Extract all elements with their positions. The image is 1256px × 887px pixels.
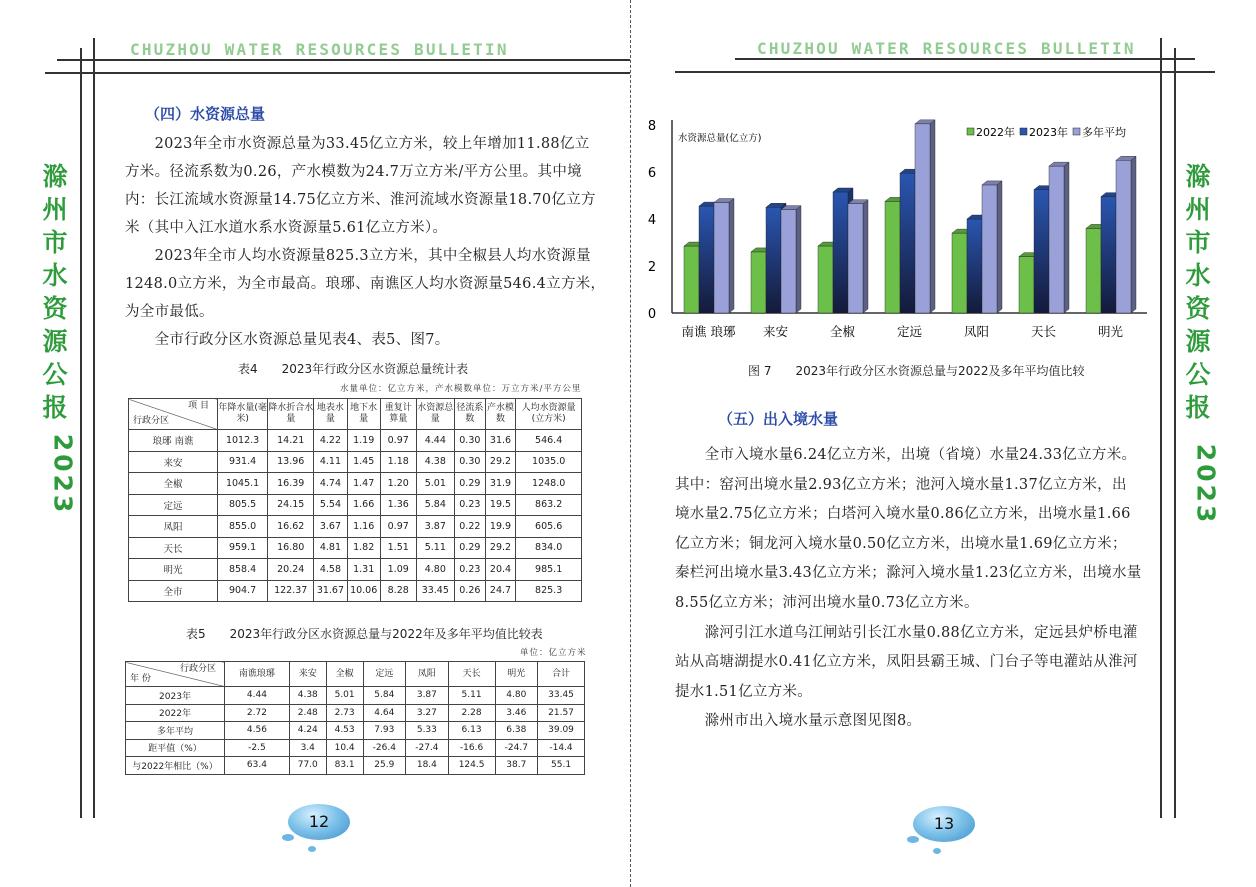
table-cell: 8.28 (380, 580, 416, 602)
table-row (126, 704, 585, 722)
table-row (129, 451, 582, 473)
table-header-row (126, 662, 585, 687)
x-tick-label: 凤阳 (963, 324, 990, 339)
x-tick-label: 南谯 琅琊 (681, 324, 736, 339)
table-cell: 1.16 (347, 516, 380, 538)
table-cell: -26.4 (363, 739, 406, 757)
bulletin-header: CHUZHOU WATER RESOURCES BULLETIN (757, 39, 1136, 58)
table-cell: 29.2 (485, 451, 516, 473)
text-line: 亿立方米；铜龙河入境水量0.50亿立方米，出境水量1.69亿立方米； (675, 535, 1127, 552)
table-cell: 904.7 (218, 580, 268, 602)
table-row (129, 516, 582, 538)
legend-swatch (967, 128, 974, 135)
bar-side (1131, 156, 1136, 313)
table-cell: 805.5 (218, 494, 268, 516)
table-cell: 931.4 (218, 451, 268, 473)
table-cell: 1248.0 (516, 473, 582, 495)
table-cell: 5.84 (416, 494, 454, 516)
table-cell: 5.11 (416, 537, 454, 559)
table-cell: 10.4 (326, 739, 363, 757)
bar (1116, 156, 1136, 313)
text-line: 2023年全市人均水资源量825.3立方米，其中全椒县人均水资源量 (125, 248, 591, 264)
text-line: 全市入境水量6.24亿立方米，出境（省境）水量24.33亿立方米。 (675, 447, 1137, 463)
side-title: 滁州市水资源公报 (1185, 162, 1211, 422)
table-cell: 0.29 (455, 537, 486, 559)
bar-front (751, 252, 766, 313)
table-cell: 855.0 (218, 516, 268, 538)
column-header: 重复计算量 (380, 399, 416, 430)
table-cell: 1.51 (380, 537, 416, 559)
table-cell: 1.09 (380, 559, 416, 581)
table-cell: -2.5 (225, 739, 290, 757)
column-header: 天长 (448, 662, 495, 687)
table-cell: 16.62 (268, 516, 314, 538)
text-line: 1248.0立方米，为全市最高。琅琊、南谯区人均水资源量546.4立方米， (125, 276, 606, 292)
table-cell: 2.73 (326, 704, 363, 722)
table-cell: 0.22 (455, 516, 486, 538)
table-cell: 6.38 (495, 722, 538, 740)
table-cell: 16.80 (268, 537, 314, 559)
corner-top-label: 行政分区 (179, 664, 216, 674)
row-label-cell: 全椒 (129, 473, 218, 495)
bar-front (1101, 197, 1116, 313)
bar-front (1049, 166, 1064, 313)
table-cell: 0.97 (380, 516, 416, 538)
table-cell: 33.45 (538, 687, 585, 705)
row-label-cell: 天长 (129, 537, 218, 559)
bar-front (1034, 190, 1049, 313)
legend-swatch (1020, 128, 1027, 135)
table-row (126, 722, 585, 740)
table-cell: 605.6 (516, 516, 582, 538)
table-cell: 3.46 (495, 704, 538, 722)
table-cell: 3.27 (406, 704, 449, 722)
corner-header-cell (126, 662, 225, 687)
table-row (126, 687, 585, 705)
y-tick-label: 0 (647, 307, 657, 322)
table-cell: 985.1 (516, 559, 582, 581)
table-cell: 20.4 (485, 559, 516, 581)
text-line: 滁河引江水道乌江闸站引长江水量0.88亿立方米，定远县炉桥电灌 (675, 624, 1138, 641)
x-tick-label: 来安 (762, 324, 789, 339)
column-header: 明光 (495, 662, 538, 687)
header-rule (735, 58, 1195, 60)
table-cell: 4.58 (314, 559, 347, 581)
bar (982, 181, 1002, 313)
bulletin-header: CHUZHOU WATER RESOURCES BULLETIN (130, 40, 509, 59)
table-cell: 4.11 (314, 451, 347, 473)
y-axis-label: 水资源总量(亿立方) (678, 133, 762, 144)
row-label-cell: 2023年 (126, 687, 225, 705)
table-cell: 0.23 (455, 559, 486, 581)
table-cell: 4.81 (314, 537, 347, 559)
header-rule (57, 59, 630, 61)
table-cell: 1.31 (347, 559, 380, 581)
page-number-badge: 13 (913, 806, 975, 842)
row-label-cell: 琅琊 南谯 (129, 430, 218, 452)
bar-front (952, 233, 967, 313)
table-cell: 1.45 (347, 451, 380, 473)
bar-front (900, 173, 915, 313)
side-year: 2023 (48, 433, 78, 516)
y-tick-label: 2 (647, 260, 657, 275)
text-line: 方米。径流系数为0.26，产水模数为24.7万立方米/平方公里。其中境 (125, 164, 582, 180)
bar (781, 206, 801, 313)
table-cell: 4.44 (416, 430, 454, 452)
text-line: 米（其中入江水道水系水资源量5.61亿立方米）。 (125, 220, 448, 236)
table-cell: 7.93 (363, 722, 406, 740)
bar-front (781, 210, 796, 313)
bar (1049, 162, 1069, 313)
table-row (129, 559, 582, 581)
side-year: 2023 (1191, 443, 1221, 526)
table-cell: 14.21 (268, 430, 314, 452)
table-cell: 858.4 (218, 559, 268, 581)
bar-front (967, 219, 982, 313)
row-label-cell: 2022年 (126, 704, 225, 722)
table-cell: 19.5 (485, 494, 516, 516)
bar-side (930, 120, 935, 313)
row-label-cell: 定远 (129, 494, 218, 516)
table-cell: 5.01 (326, 687, 363, 705)
table-cell: 863.2 (516, 494, 582, 516)
water-drop-icon (907, 836, 919, 843)
water-drop-icon (282, 834, 294, 841)
page-divider (630, 0, 631, 887)
bar-front (699, 206, 714, 313)
table-cell: 124.5 (448, 757, 495, 775)
row-label-cell: 距平值（%） (126, 739, 225, 757)
table-cell: 4.53 (326, 722, 363, 740)
bar-front (1086, 228, 1101, 313)
bar-side (1064, 162, 1069, 313)
table-cell: 55.1 (538, 757, 585, 775)
bar-front (885, 201, 900, 313)
text-line: 内：长江流域水资源量14.75亿立方米、淮河流域水资源量18.70亿立方 (125, 192, 596, 208)
water-drop-icon (933, 848, 941, 854)
bar-front (833, 192, 848, 313)
table-cell: 2.72 (225, 704, 290, 722)
bar-front (848, 204, 863, 313)
table-cell: 0.29 (455, 473, 486, 495)
table-cell: 834.0 (516, 537, 582, 559)
legend-swatch (1073, 128, 1080, 135)
table-cell: 4.38 (416, 451, 454, 473)
column-header: 人均水资源量(立方米) (516, 399, 582, 430)
y-tick-label: 6 (647, 166, 657, 181)
table-header-row (129, 399, 582, 430)
table-cell: 5.84 (363, 687, 406, 705)
table-cell: 29.2 (485, 537, 516, 559)
table-row (129, 580, 582, 602)
table-cell: 4.38 (289, 687, 326, 705)
table-cell: -27.4 (406, 739, 449, 757)
table-cell: 0.97 (380, 430, 416, 452)
section-title: （四）水资源总量 (145, 105, 266, 123)
header-rule (45, 72, 630, 74)
column-header: 来安 (289, 662, 326, 687)
bar-front (818, 246, 833, 313)
legend-label: 2022年 (976, 126, 1015, 139)
bar-front (982, 185, 997, 313)
text-line: 8.55亿立方米；沛河出境水量0.73亿立方米。 (675, 595, 979, 611)
table5-title: 表5 2023年行政分区水资源总量与2022年及多年平均值比较表 (186, 627, 543, 641)
text-line: 站从高塘湖提水0.41亿立方米，凤阳县霸王城、门台子等电灌站从淮河 (675, 654, 1138, 671)
text-line: 境水量2.75亿立方米；白塔河入境水量0.86亿立方米，出境水量1.66 (675, 506, 1131, 523)
table-cell: 1012.3 (218, 430, 268, 452)
frame-line (1160, 38, 1162, 818)
x-tick-label: 全椒 (829, 324, 856, 339)
table-cell: 4.80 (416, 559, 454, 581)
bar-front (714, 203, 729, 313)
corner-bottom-label: 行政分区 (133, 416, 170, 426)
table-cell: 6.13 (448, 722, 495, 740)
table-row (129, 473, 582, 495)
text-line: 其中：窑河出境水量2.93亿立方米；池河入境水量1.37亿立方米，出 (675, 476, 1127, 493)
figure7-chart (640, 110, 1150, 350)
table-cell: 1045.1 (218, 473, 268, 495)
bar-side (729, 199, 734, 313)
table-cell: 0.30 (455, 430, 486, 452)
table-cell: 31.9 (485, 473, 516, 495)
row-label-cell: 全市 (129, 580, 218, 602)
table-cell: 63.4 (225, 757, 290, 775)
y-tick-label: 4 (647, 213, 657, 228)
table-cell: 1.47 (347, 473, 380, 495)
bar-front (766, 207, 781, 313)
x-tick-label: 明光 (1097, 324, 1124, 339)
column-header: 地下水量 (347, 399, 380, 430)
bar-front (1116, 160, 1131, 313)
y-tick-label: 8 (647, 119, 657, 134)
corner-top-label: 项 目 (188, 401, 209, 411)
bar-front (1019, 257, 1034, 313)
row-label-cell: 与2022年相比（%） (126, 757, 225, 775)
x-tick-label: 定远 (896, 324, 923, 339)
table5-unit: 单位：亿立方米 (520, 648, 587, 658)
table-cell: 1.66 (347, 494, 380, 516)
legend-label: 2023年 (1029, 126, 1068, 139)
table4 (128, 398, 582, 602)
table-cell: 959.1 (218, 537, 268, 559)
table-cell: 38.7 (495, 757, 538, 775)
row-label-cell: 来安 (129, 451, 218, 473)
table-cell: -16.6 (448, 739, 495, 757)
column-header: 径流系数 (455, 399, 486, 430)
table-cell: 1035.0 (516, 451, 582, 473)
side-title: 滁州市水资源公报 (42, 162, 68, 422)
table-cell: 122.37 (268, 580, 314, 602)
bar (714, 199, 734, 313)
table-cell: 3.87 (406, 687, 449, 705)
table-cell: 4.64 (363, 704, 406, 722)
table-row (129, 537, 582, 559)
frame-line (80, 48, 82, 818)
section-title: （五）出入境水量 (718, 410, 839, 428)
column-header: 降水折合水量 (268, 399, 314, 430)
bar-front (915, 124, 930, 313)
header-rule (675, 71, 1215, 73)
table-cell: 19.9 (485, 516, 516, 538)
table-cell: 39.09 (538, 722, 585, 740)
figure7-caption: 图 7 2023年行政分区水资源总量与2022及多年平均值比较 (748, 364, 1085, 378)
water-drop-icon (308, 846, 316, 852)
column-header: 水资源总量 (416, 399, 454, 430)
text-line: 2023年全市水资源总量为33.45亿立方米，较上年增加11.88亿立 (125, 136, 590, 152)
table-cell: 10.06 (347, 580, 380, 602)
bar (848, 200, 868, 313)
table-cell: 5.11 (448, 687, 495, 705)
column-header: 合计 (538, 662, 585, 687)
frame-line (1174, 48, 1176, 818)
table-cell: 546.4 (516, 430, 582, 452)
table-cell: 4.56 (225, 722, 290, 740)
column-header: 定远 (363, 662, 406, 687)
table-cell: 0.30 (455, 451, 486, 473)
bar (915, 120, 935, 313)
bar-front (684, 246, 699, 313)
table-cell: 20.24 (268, 559, 314, 581)
table-cell: 825.3 (516, 580, 582, 602)
bar-side (997, 181, 1002, 313)
table-cell: 33.45 (416, 580, 454, 602)
table-cell: 5.01 (416, 473, 454, 495)
table-cell: 24.7 (485, 580, 516, 602)
table-cell: 2.48 (289, 704, 326, 722)
table-cell: 4.74 (314, 473, 347, 495)
table-cell: 24.15 (268, 494, 314, 516)
table-cell: 5.54 (314, 494, 347, 516)
corner-bottom-label: 年 份 (130, 674, 151, 684)
bar-side (796, 206, 801, 313)
table-cell: 1.36 (380, 494, 416, 516)
column-header: 地表水量 (314, 399, 347, 430)
text-line: 滁州市出入境水量示意图见图8。 (675, 713, 922, 730)
table-row (129, 494, 582, 516)
table-cell: 1.18 (380, 451, 416, 473)
row-label-cell: 明光 (129, 559, 218, 581)
table-cell: -24.7 (495, 739, 538, 757)
table-row (126, 757, 585, 775)
text-line: 秦栏河出境水量3.43亿立方米；滁河入境水量1.23亿立方米，出境水量 (675, 565, 1142, 582)
table-cell: 13.96 (268, 451, 314, 473)
table-cell: 16.39 (268, 473, 314, 495)
table-cell: 2.28 (448, 704, 495, 722)
column-header: 南谯琅琊 (225, 662, 290, 687)
bar-side (863, 200, 868, 313)
table-cell: 3.67 (314, 516, 347, 538)
table-cell: -14.4 (538, 739, 585, 757)
text-line: 全市行政分区水资源总量见表4、表5、图7。 (125, 332, 450, 348)
table-cell: 3.4 (289, 739, 326, 757)
table-cell: 25.9 (363, 757, 406, 775)
table-cell: 77.0 (289, 757, 326, 775)
column-header: 年降水量(毫米) (218, 399, 268, 430)
table-cell: 4.80 (495, 687, 538, 705)
table-cell: 0.23 (455, 494, 486, 516)
column-header: 全椒 (326, 662, 363, 687)
column-header: 产水模数 (485, 399, 516, 430)
table4-unit: 水量单位：亿立方米，产水模数单位：万立方米/平方公里 (340, 384, 582, 394)
table-cell: 4.24 (289, 722, 326, 740)
table-cell: 4.44 (225, 687, 290, 705)
table-cell: 31.6 (485, 430, 516, 452)
text-line: 提水1.51亿立方米。 (675, 683, 813, 700)
corner-header-cell (129, 399, 218, 430)
table-cell: 18.4 (406, 757, 449, 775)
table5 (125, 661, 585, 775)
table4-title: 表4 2023年行政分区水资源总量统计表 (238, 362, 469, 376)
frame-line (93, 38, 95, 818)
table-cell: 5.33 (406, 722, 449, 740)
table-cell: 3.87 (416, 516, 454, 538)
column-header: 凤阳 (406, 662, 449, 687)
table-cell: 0.26 (455, 580, 486, 602)
table-cell: 1.82 (347, 537, 380, 559)
table-cell: 4.22 (314, 430, 347, 452)
table-cell: 1.19 (347, 430, 380, 452)
table-row (126, 739, 585, 757)
page-number-badge: 12 (288, 804, 350, 840)
table-row (129, 430, 582, 452)
table-cell: 1.20 (380, 473, 416, 495)
table-cell: 83.1 (326, 757, 363, 775)
x-tick-label: 天长 (1030, 324, 1057, 339)
text-line: 为全市最低。 (125, 304, 214, 320)
table-cell: 31.67 (314, 580, 347, 602)
legend-label: 多年平均 (1082, 126, 1126, 139)
table-cell: 21.57 (538, 704, 585, 722)
row-label-cell: 凤阳 (129, 516, 218, 538)
row-label-cell: 多年平均 (126, 722, 225, 740)
